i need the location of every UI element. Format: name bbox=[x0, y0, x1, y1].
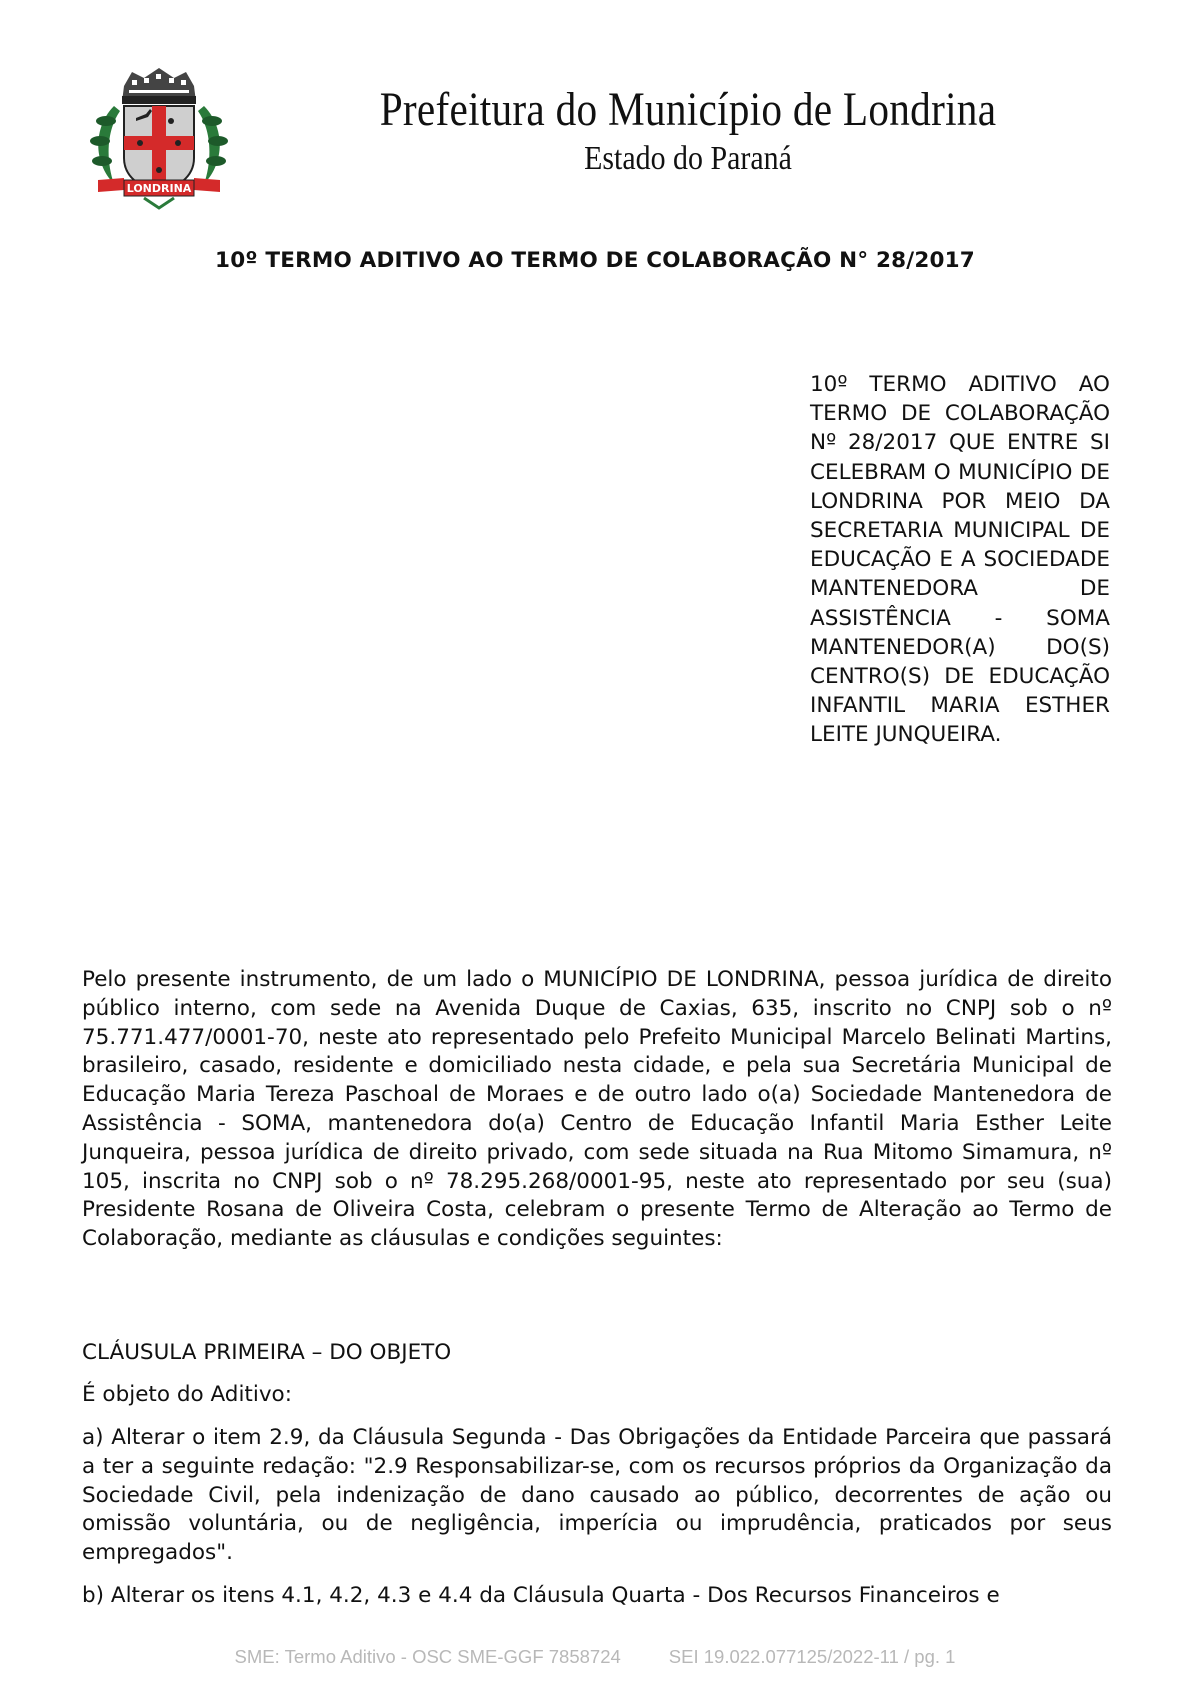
letterhead bbox=[258, 82, 1118, 180]
clause-heading: CLÁUSULA PRIMEIRA – DO OBJETO bbox=[82, 1340, 452, 1365]
letterhead-subtitle: Estado do Paraná bbox=[584, 140, 792, 177]
letterhead-title: Prefeitura do Município de Londrina bbox=[379, 83, 997, 136]
document-summary: 10º TERMO ADITIVO AO TERMO DE COLABORAÇÃO Nº 28/2017 QUE ENTRE SI CELEBRAM O MUNICÍPIO DE LONDRINA POR MEIO DA SECRETARIA MUNICIPAL DE EDUCAÇÃO E A SOCIEDADE MANTENEDORA DE ASSISTÊNCIA - SOMA MANTENEDOR(A) DO(S) CENTRO(S) DE EDUCAÇÃO INFANTIL MARIA ESTHER LEITE JUNQUEIRA. bbox=[810, 372, 1110, 748]
clause-item-b: b) Alterar os itens 4.1, 4.2, 4.3 e 4.4 da Cláusula Quarta - Dos Recursos Financeiros e bbox=[82, 1583, 1000, 1608]
footer-process-page: SEI 19.022.077125/2022-11 / pg. 1 bbox=[668, 1646, 956, 1667]
document-title: 10º TERMO ADITIVO AO TERMO DE COLABORAÇÃO N° 28/2017 bbox=[215, 248, 975, 273]
coat-of-arms-icon bbox=[84, 66, 234, 212]
clause-intro: É objeto do Aditivo: bbox=[82, 1382, 292, 1407]
preamble-paragraph: Pelo presente instrumento, de um lado o MUNICÍPIO DE LONDRINA, pessoa jurídica de direito público interno, com sede na Avenida Duque de Caxias, 635, inscrito no CNPJ sob o nº 75.771.477/0001-70, neste ato representado pelo Prefeito Municipal Marcelo Belinati Martins, brasileiro, casado, residente e domiciliado nesta cidade, e pela sua Secretária Municipal de Educação Maria Tereza Paschoal de Moraes e de outro lado o(a) Sociedade Mantenedora de Assistência - SOMA, mantenedora do(a) Centro de Educação Infantil Maria Esther Leite Junqueira, pessoa jurídica de direito privado, com sede situada na Rua Mitomo Simamura, nº 105, inscrita no CNPJ sob o nº 78.295.268/0001-95, neste ato representado por seu (sua) Presidente Rosana de Oliveira Costa, celebram o presente Termo de Alteração ao Termo de Colaboração, mediante as cláusulas e condições seguintes: bbox=[82, 967, 1112, 1252]
footer-document-ref: SME: Termo Aditivo - OSC SME-GGF 7858724 bbox=[234, 1646, 621, 1667]
clause-item-a: a) Alterar o item 2.9, da Cláusula Segunda - Das Obrigações da Entidade Parceira que passará a ter a seguinte redação: "2.9 Responsabilizar-se, com os recursos próprios da Organização da Sociedade Civil, pela indenização de dano causado ao público, decorrentes de ação ou omissão voluntária, ou de negligência, imperícia ou imprudência, praticados por seus empregados". bbox=[82, 1425, 1112, 1566]
page-footer bbox=[0, 1646, 1190, 1668]
londrina-coat-of-arms-logo bbox=[84, 66, 234, 212]
svg-text:LONDRINA: LONDRINA bbox=[126, 182, 192, 195]
